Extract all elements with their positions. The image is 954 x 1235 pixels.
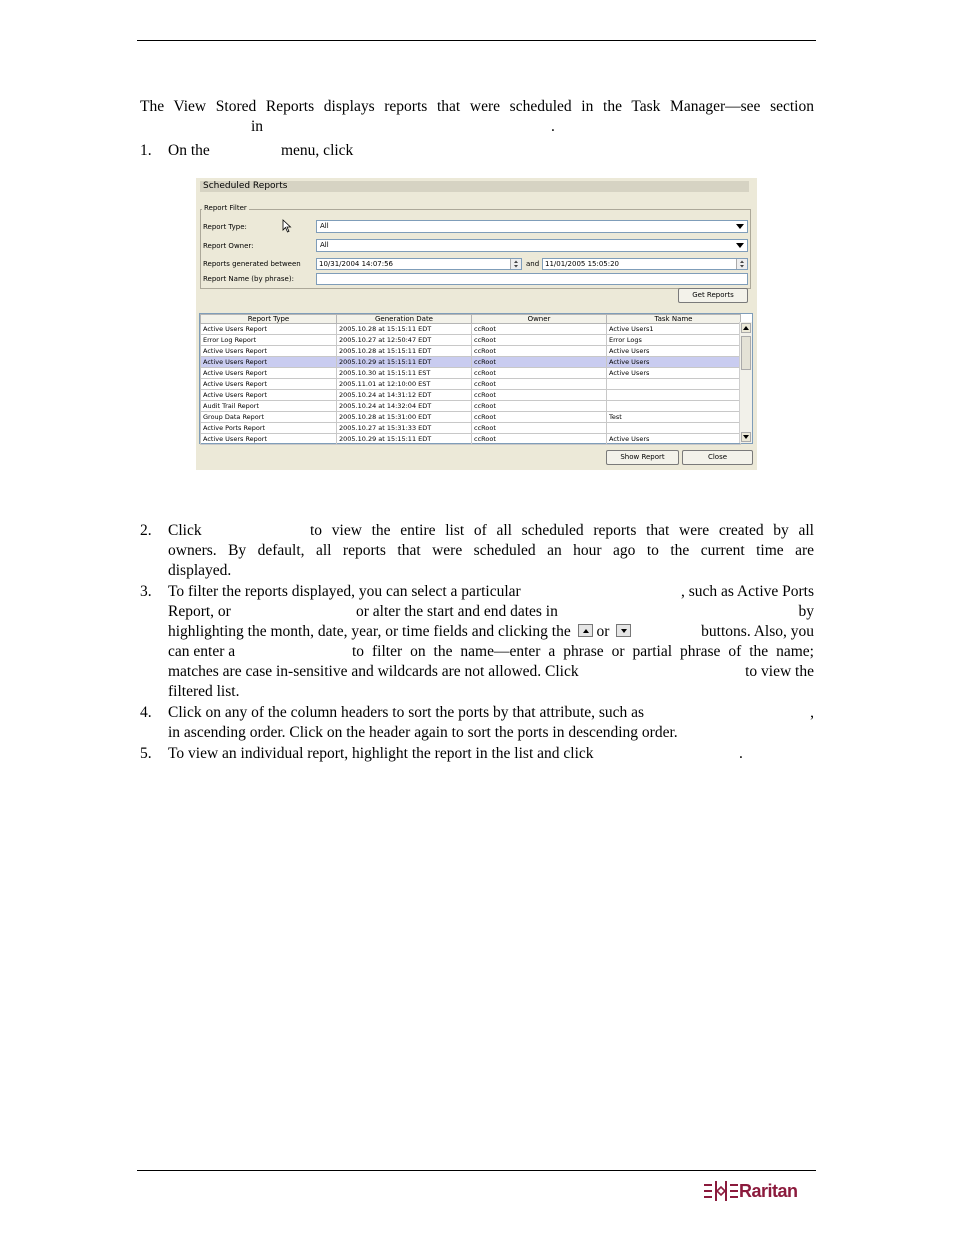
step-3-l5a: matches are case in-sensitive and wildcards are not allowed. Click [168, 663, 579, 680]
table-row[interactable] [201, 434, 741, 445]
intro-period: . [551, 118, 555, 135]
cell-owner: ccRoot [472, 434, 607, 445]
step-4-number: 4. [140, 704, 152, 721]
table-row[interactable] [201, 401, 741, 412]
step-1-b: menu, click [281, 142, 354, 159]
raritan-logo-text: Raritan [739, 1181, 798, 1201]
step-3-text [168, 582, 814, 702]
table-row[interactable] [201, 335, 741, 346]
cell-generation-date: 2005.10.24 at 14:32:04 EDT [337, 401, 472, 412]
scheduled-reports-screenshot [196, 178, 757, 470]
cell-report-type: Active Users Report [201, 390, 337, 401]
step-3-l2a: Report, or [168, 603, 231, 620]
report-type-select[interactable] [316, 220, 748, 233]
intro-in: in [251, 118, 264, 135]
cell-generation-date: 2005.10.24 at 14:31:12 EDT [337, 390, 472, 401]
mouse-cursor-icon [282, 219, 292, 233]
cell-task-name: Test [607, 412, 741, 423]
footer-rule [137, 1170, 816, 1171]
reports-table-grid [200, 314, 741, 445]
cell-owner: ccRoot [472, 357, 607, 368]
cell-task-name [607, 379, 741, 390]
start-date-value: 10/31/2004 14:07:56 [319, 260, 394, 268]
step-5-l1a: To view an individual report, highlight the report in the list and click [168, 745, 594, 762]
cell-owner: ccRoot [472, 335, 607, 346]
cell-task-name [607, 390, 741, 401]
report-type-value: All [320, 222, 329, 230]
step-2-l1a: Click [168, 522, 202, 539]
step-2-l1b: to view the entire list of all scheduled reports that were created by all [310, 522, 814, 539]
arrow-up-icon [742, 324, 750, 332]
step-3-l4b: to filter on the name—enter a phrase or partial phrase of the name; [352, 643, 814, 660]
table-header-row [201, 315, 741, 324]
cell-generation-date: 2005.10.28 at 15:15:11 EDT [337, 324, 472, 335]
report-owner-label: Report Owner: [203, 242, 254, 250]
cell-owner: ccRoot [472, 379, 607, 390]
table-scrollbar[interactable] [739, 322, 752, 443]
report-name-input[interactable] [316, 273, 748, 285]
table-row[interactable] [201, 324, 741, 335]
chevron-down-icon [736, 224, 744, 229]
cell-task-name: Active Users [607, 434, 741, 445]
report-owner-select[interactable] [316, 239, 748, 252]
step-4-text [168, 703, 814, 743]
cell-task-name: Active Users [607, 368, 741, 379]
step-1-number: 1. [140, 142, 152, 159]
table-row[interactable] [201, 412, 741, 423]
up-arrow-button-icon [578, 624, 593, 637]
cell-owner: ccRoot [472, 346, 607, 357]
step-3-number: 3. [140, 583, 152, 600]
cell-report-type: Active Ports Report [201, 423, 337, 434]
cell-report-type: Error Log Report [201, 335, 337, 346]
cell-owner: ccRoot [472, 368, 607, 379]
cell-generation-date: 2005.10.27 at 15:31:33 EDT [337, 423, 472, 434]
step-3-l1a: To filter the reports displayed, you can select a particular [168, 583, 521, 600]
intro-paragraph [140, 97, 814, 137]
header-rule [137, 40, 816, 41]
and-label: and [526, 260, 540, 268]
cell-generation-date: 2005.10.29 at 15:15:11 EDT [337, 357, 472, 368]
cell-generation-date: 2005.10.27 at 12:50:47 EDT [337, 335, 472, 346]
cell-report-type: Active Users Report [201, 346, 337, 357]
cell-generation-date: 2005.10.29 at 15:15:11 EDT [337, 434, 472, 445]
cell-owner: ccRoot [472, 412, 607, 423]
step-3-l6: filtered list. [168, 683, 240, 700]
cell-task-name: Active Users [607, 346, 741, 357]
cell-owner: ccRoot [472, 390, 607, 401]
cell-generation-date: 2005.10.30 at 15:15:11 EST [337, 368, 472, 379]
chevron-down-icon [736, 243, 744, 248]
down-arrow-button-icon [616, 624, 631, 637]
cell-generation-date: 2005.10.28 at 15:15:11 EDT [337, 346, 472, 357]
show-report-button[interactable]: Show Report [606, 450, 679, 465]
step-2-l3: displayed. [168, 562, 232, 579]
step-5-text [168, 744, 814, 764]
report-type-label: Report Type: [203, 223, 247, 231]
column-header-owner[interactable]: Owner [472, 315, 607, 324]
close-button[interactable]: Close [682, 450, 753, 465]
cell-task-name [607, 401, 741, 412]
step-5-l1b: . [739, 745, 743, 762]
step-1-text [168, 141, 814, 161]
table-row[interactable] [201, 346, 741, 357]
step-3-l1b: , such as Active Ports [680, 583, 814, 600]
cell-report-type: Active Users Report [201, 324, 337, 335]
step-1-a: On the [168, 142, 210, 159]
table-row[interactable] [201, 379, 741, 390]
scroll-down-button[interactable] [741, 432, 751, 442]
step-3-l4a: can enter a [168, 643, 236, 660]
column-header-report-type[interactable]: Report Type [201, 315, 337, 324]
raritan-logo [704, 1180, 814, 1202]
step-3-l3c: buttons. Also, you [701, 623, 814, 640]
column-header-task-name[interactable]: Task Name [607, 315, 741, 324]
scroll-thumb[interactable] [741, 336, 751, 370]
screenshot-title: Scheduled Reports [200, 181, 749, 192]
step-4-l1b: , [810, 704, 814, 721]
start-date-spinner[interactable] [510, 259, 521, 269]
column-header-generation-date[interactable]: Generation Date [337, 315, 472, 324]
cell-generation-date: 2005.11.01 at 12:10:00 EST [337, 379, 472, 390]
report-name-label: Report Name (by phrase): [203, 275, 294, 283]
raritan-logo-mark-icon [704, 1181, 738, 1201]
spinner-arrows-icon [511, 259, 521, 269]
intro-line-1: The View Stored Reports displays reports that were scheduled in the Task Manager—see section [140, 98, 814, 115]
report-filter-legend: Report Filter [204, 204, 247, 212]
step-3-l2c: by [798, 603, 814, 620]
cell-report-type: Active Users Report [201, 357, 337, 368]
arrow-down-icon [742, 433, 750, 441]
step-4-l2: in ascending order. Click on the header again to sort the ports in descending order. [168, 724, 678, 741]
table-row[interactable] [201, 390, 741, 401]
table-row[interactable] [201, 423, 741, 434]
cell-owner: ccRoot [472, 401, 607, 412]
table-row-selected[interactable] [201, 357, 741, 368]
end-date-field[interactable] [542, 258, 748, 270]
cell-report-type: Active Users Report [201, 434, 337, 445]
step-3-l3a: highlighting the month, date, year, or time fields and clicking the [168, 623, 571, 640]
table-row[interactable] [201, 368, 741, 379]
cell-owner: ccRoot [472, 423, 607, 434]
cell-owner: ccRoot [472, 324, 607, 335]
spinner-arrows-icon [737, 259, 747, 269]
cell-report-type: Active Users Report [201, 379, 337, 390]
end-date-value: 11/01/2005 15:05:20 [545, 260, 620, 268]
cell-generation-date: 2005.10.28 at 15:31:00 EDT [337, 412, 472, 423]
reports-table [199, 313, 753, 444]
step-4-l1a: Click on any of the column headers to sort the ports by that attribute, such as [168, 704, 645, 721]
step-2-text [168, 521, 814, 581]
scroll-up-button[interactable] [741, 323, 751, 333]
step-2-l2: owners. By default, all reports that were scheduled an hour ago to the current time are [168, 542, 814, 559]
step-3-l5b: to view the [745, 663, 814, 680]
reports-between-label: Reports generated between [203, 260, 301, 268]
cell-report-type: Audit Trail Report [201, 401, 337, 412]
step-2-number: 2. [140, 522, 152, 539]
cell-task-name: Error Logs [607, 335, 741, 346]
cell-report-type: Group Data Report [201, 412, 337, 423]
step-5-number: 5. [140, 745, 152, 762]
step-3-l3b: or [596, 623, 610, 640]
cell-report-type: Active Users Report [201, 368, 337, 379]
end-date-spinner[interactable] [736, 259, 747, 269]
step-3-l2b: or alter the start and end dates in [356, 603, 558, 620]
start-date-field[interactable] [316, 258, 522, 270]
get-reports-button[interactable]: Get Reports [678, 288, 748, 303]
report-owner-value: All [320, 241, 329, 249]
cell-task-name: Active Users1 [607, 324, 741, 335]
cell-task-name [607, 423, 741, 434]
cell-task-name: Active Users [607, 357, 741, 368]
